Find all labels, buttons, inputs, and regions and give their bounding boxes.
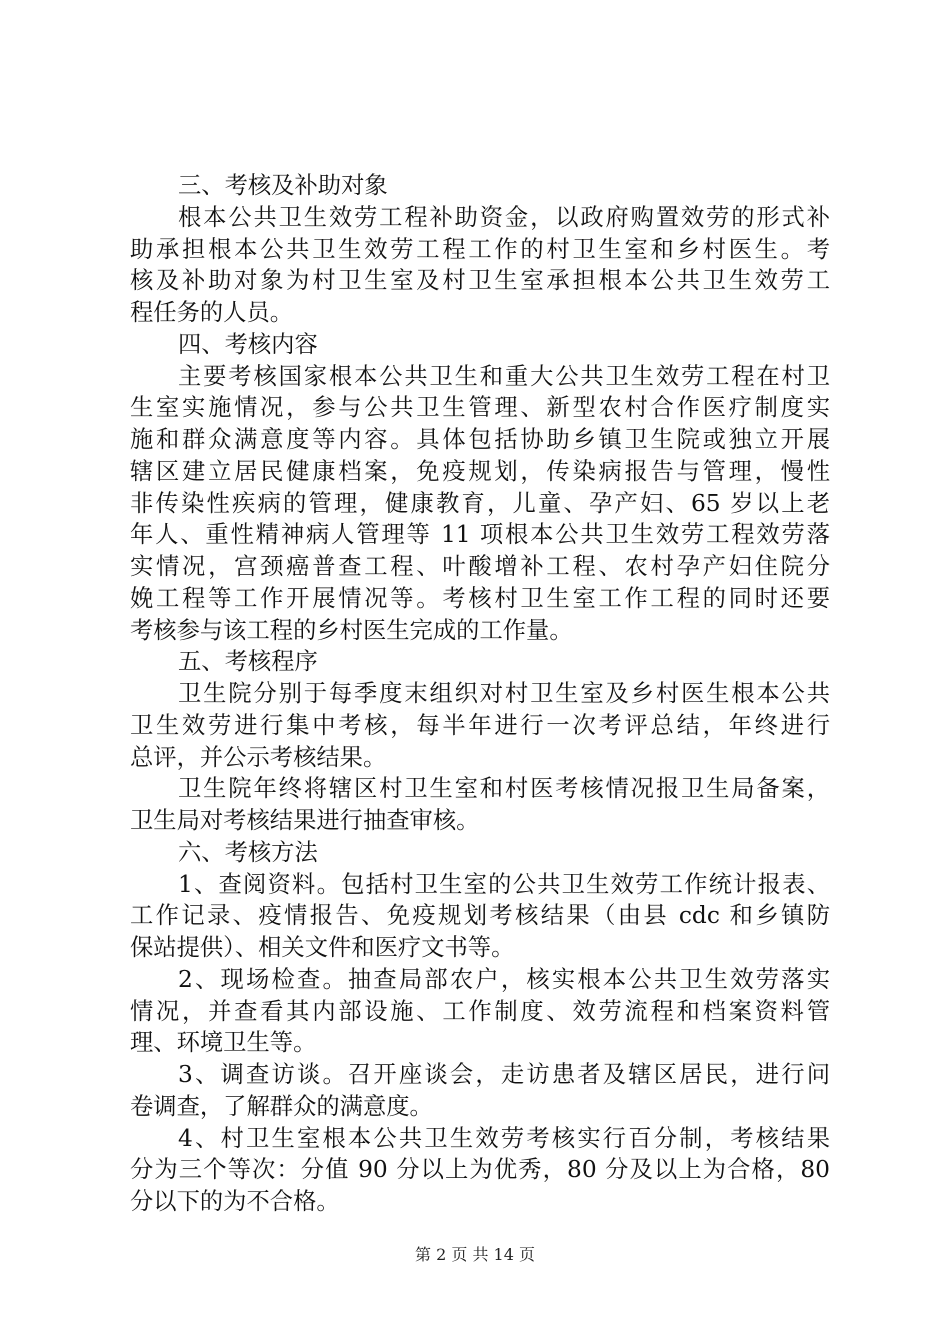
- text-line: 实情况，宫颈癌普查工程、叶酸增补工程、农村孕产妇住院分: [130, 553, 830, 580]
- section-heading: 五、考核程序: [178, 648, 318, 676]
- section-heading: 三、考核及补助对象: [178, 172, 388, 199]
- text-line: 理、环境卫生等。: [130, 1029, 317, 1057]
- text-line: 工作记录、疫情报告、免疫规划考核结果（由县 cdc 和乡镇防: [130, 902, 830, 930]
- text-line: 助承担根本公共卫生效劳工程工作的村卫生室和乡村医生。考: [130, 235, 830, 263]
- text-line: 核及补助对象为村卫生室及村卫生室承担根本公共卫生效劳工: [130, 267, 830, 295]
- text-line: 卫生院分别于每季度末组织对村卫生室及乡村医生根本公共: [178, 680, 830, 707]
- text-line: 卷调查，了解群众的满意度。: [130, 1092, 433, 1120]
- text-line: 非传染性疾病的管理，健康教育，儿童、孕产妇、65 岁以上老: [130, 489, 830, 517]
- text-line: 情况，并查看其内部设施、工作制度、效劳流程和档案资料管: [130, 997, 830, 1025]
- text-line: 主要考核国家根本公共卫生和重大公共卫生效劳工程在村卫: [178, 362, 830, 390]
- section-heading: 六、考核方法: [178, 838, 318, 866]
- text-line: 卫生局对考核结果进行抽查审核。: [130, 807, 480, 834]
- text-line: 程任务的人员。: [130, 299, 294, 326]
- text-line: 1、查阅资料。包括村卫生室的公共卫生效劳工作统计报表、: [178, 870, 830, 898]
- text-line: 3、调查访谈。召开座谈会，走访患者及辖区居民，进行问: [178, 1061, 830, 1088]
- text-line: 年人、重性精神病人管理等 11 项根本公共卫生效劳工程效劳落: [130, 521, 830, 549]
- text-line: 卫生效劳进行集中考核，每半年进行一次考评总结，年终进行: [130, 711, 830, 739]
- text-line: 根本公共卫生效劳工程补助资金，以政府购置效劳的形式补: [178, 203, 830, 231]
- text-line: 分为三个等次：分值 90 分以上为优秀，80 分及以上为合格，80: [130, 1156, 830, 1184]
- text-line: 4、村卫生室根本公共卫生效劳考核实行百分制，考核结果: [178, 1124, 830, 1152]
- text-line: 2、现场检查。抽查局部农户，核实根本公共卫生效劳落实: [178, 965, 830, 993]
- text-line: 娩工程等工作开展情况等。考核村卫生室工作工程的同时还要: [130, 584, 830, 612]
- text-line: 辖区建立居民健康档案，免疫规划，传染病报告与管理，慢性: [130, 457, 830, 485]
- section-heading: 四、考核内容: [178, 330, 318, 358]
- text-line: 卫生院年终将辖区村卫生室和村医考核情况报卫生局备案，: [178, 775, 830, 803]
- text-line: 考核参与该工程的乡村医生完成的工作量。: [130, 616, 573, 644]
- page-footer: 第 2 页 共 14 页: [415, 1245, 535, 1264]
- text-line: 总评，并公示考核结果。: [130, 743, 387, 771]
- document-body: [130, 170, 830, 1218]
- text-line: 保站提供）、相关文件和医疗文书等。: [130, 934, 515, 961]
- text-line: 分以下的为不合格。: [130, 1188, 340, 1215]
- text-line: 施和群众满意度等内容。具体包括协助乡镇卫生院或独立开展: [130, 426, 830, 453]
- text-line: 生室实施情况，参与公共卫生管理、新型农村合作医疗制度实: [130, 394, 830, 422]
